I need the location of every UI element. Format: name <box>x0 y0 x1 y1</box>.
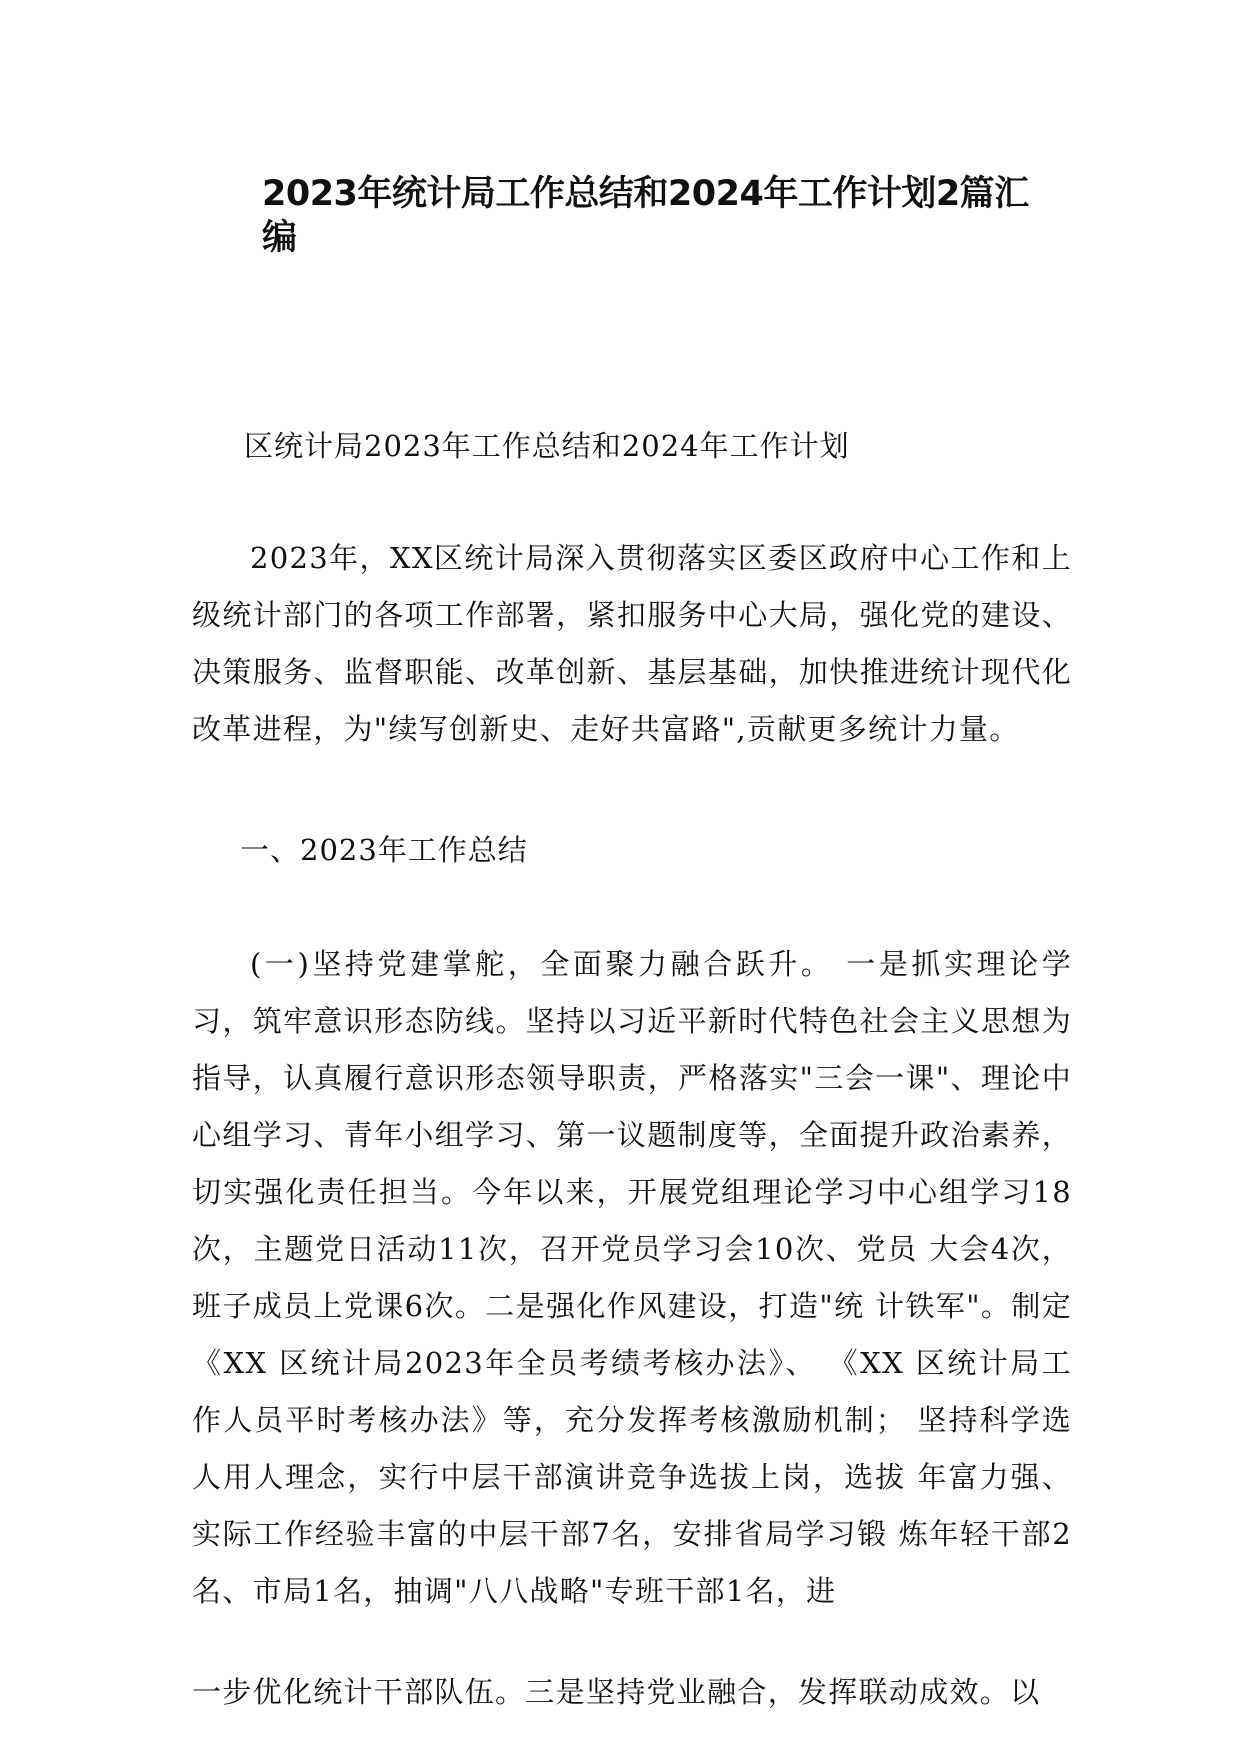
document-subtitle: 区统计局2023年工作总结和2024年工作计划 <box>244 429 850 463</box>
document-title: 2023年统计局工作总结和2024年工作计划2篇汇编 <box>262 174 1029 258</box>
section-heading: 一、2023年工作总结 <box>240 833 528 867</box>
intro-paragraph: 2023年，XX区统计局深入贯彻落实区委区政府中心工作和上级统计部门的各项工作部署，紧扣服务中心大局，强化党的建设、决策服务、监督职能、改革创新、基层基础，加快推进统计现代化改革进程，为"续写创新史、走好共富路",贡献更多统计力量。 <box>192 541 1072 746</box>
section-1-paragraph: (一)坚持党建掌舵，全面聚力融合跃升。 一是抓实理论学习，筑牢意识形态防线。坚持以习近平新时代特色社会主义思想为指导，认真履行意识形态领导职责，严格落实"三会一课"、理论中心组学习、青年小组学习、第一议题制度等，全面提升政治素养，切实强化责任担当。今年以来，开展党组理论学习中心组学习18次，主题党日活动11次，召开党员学习会10次、党员 大会4次，班子成员上党课6次。二是强化作风建设，打造"统 计铁军"。制定《XX 区统计局2023年全员考绩考核办法》、 《XX 区统计局工作人员平时考核办法》等，充分发挥考核激励机制； 坚持科学选人用人理念，实行中层干部演讲竞争选拔上岗，选拔 年富力强、实际工作经验丰富的中层干部7名，安排省局学习锻 炼年轻干部2名、市局1名，抽调"八八战略"专班干部1名，进 <box>192 947 1072 1608</box>
continuation-line: 一步优化统计干部队伍。三是坚持党业融合，发挥联动成效。以 <box>192 1675 1041 1709</box>
